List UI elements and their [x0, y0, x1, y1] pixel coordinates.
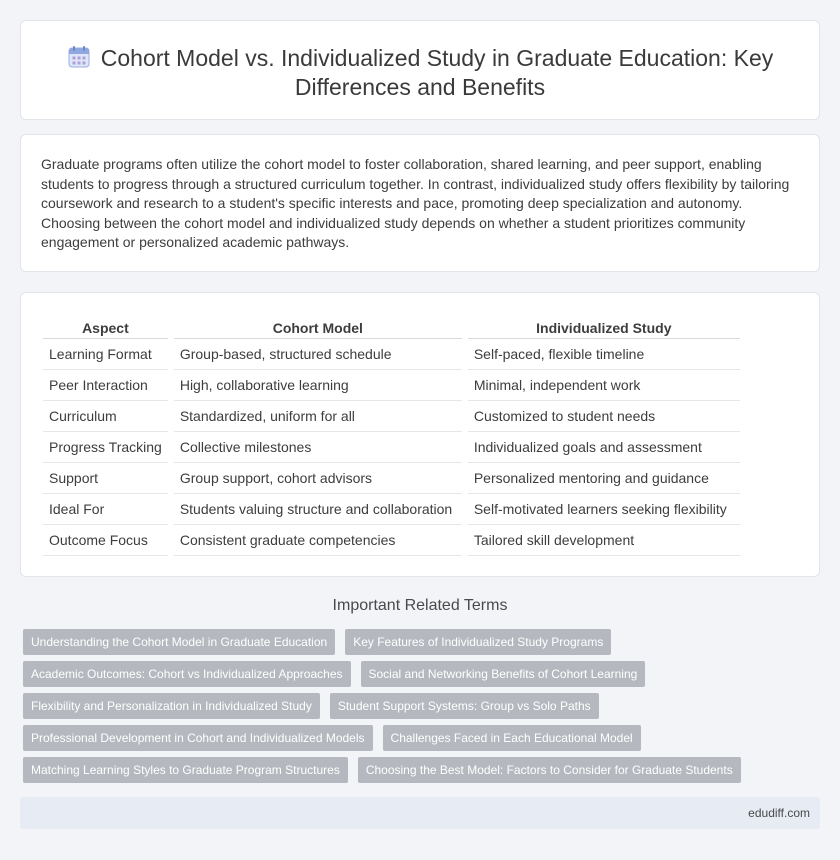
- cell-individualized: Self-paced, flexible timeline: [468, 339, 740, 370]
- table-row: [43, 432, 740, 463]
- cell-individualized: Personalized mentoring and guidance: [468, 463, 740, 494]
- title-card: [20, 20, 820, 120]
- calendar-icon: [67, 45, 91, 69]
- related-terms-list: [23, 629, 823, 789]
- cell-aspect: Outcome Focus: [43, 525, 168, 556]
- comparison-table: [43, 315, 740, 556]
- header-aspect: Aspect: [43, 315, 168, 339]
- related-terms-heading: Important Related Terms: [332, 597, 508, 614]
- related-term-tag[interactable]: Academic Outcomes: Cohort vs Individualized Approaches: [23, 661, 351, 687]
- cell-individualized: Tailored skill development: [468, 525, 740, 556]
- header-cohort-model: Cohort Model: [174, 315, 462, 339]
- table-row: [43, 494, 740, 525]
- cell-individualized: Individualized goals and assessment: [468, 432, 740, 463]
- related-term-tag[interactable]: Choosing the Best Model: Factors to Consider for Graduate Students: [358, 757, 741, 783]
- cell-aspect: Curriculum: [43, 401, 168, 432]
- cell-individualized: Self-motivated learners seeking flexibility: [468, 494, 740, 525]
- related-term-tag[interactable]: Professional Development in Cohort and Individualized Models: [23, 725, 373, 751]
- table-row: [43, 339, 740, 370]
- related-term-tag[interactable]: Challenges Faced in Each Educational Model: [383, 725, 641, 751]
- related-term-tag[interactable]: Student Support Systems: Group vs Solo Paths: [330, 693, 599, 719]
- cell-individualized: Minimal, independent work: [468, 370, 740, 401]
- related-term-tag[interactable]: Social and Networking Benefits of Cohort Learning: [361, 661, 646, 687]
- cell-aspect: Ideal For: [43, 494, 168, 525]
- cell-cohort: Students valuing structure and collaboration: [174, 494, 462, 525]
- cell-aspect: Support: [43, 463, 168, 494]
- cell-cohort: Collective milestones: [174, 432, 462, 463]
- cell-individualized: Customized to student needs: [468, 401, 740, 432]
- page-title: Cohort Model vs. Individualized Study in Graduate Education: Key Differences and Benefits: [100, 45, 774, 100]
- table-row: [43, 525, 740, 556]
- related-term-tag[interactable]: Understanding the Cohort Model in Graduate Education: [23, 629, 335, 655]
- cell-cohort: Group support, cohort advisors: [174, 463, 462, 494]
- cell-cohort: Standardized, uniform for all: [174, 401, 462, 432]
- related-term-tag[interactable]: Key Features of Individualized Study Programs: [345, 629, 611, 655]
- page-title-wrapper: [51, 44, 789, 102]
- header-individualized-study: Individualized Study: [468, 315, 740, 339]
- intro-card: [20, 134, 820, 272]
- table-row: [43, 463, 740, 494]
- cell-aspect: Learning Format: [43, 339, 168, 370]
- table-row: [43, 401, 740, 432]
- tag-row: [23, 693, 823, 725]
- table-header-row: [43, 315, 740, 339]
- cell-cohort: High, collaborative learning: [174, 370, 462, 401]
- tag-row: [23, 661, 823, 693]
- tag-row: [23, 757, 823, 789]
- comparison-table-card: [20, 292, 820, 577]
- cell-aspect: Progress Tracking: [43, 432, 168, 463]
- tag-row: [23, 725, 823, 757]
- table-row: [43, 370, 740, 401]
- footer-site-link[interactable]: edudiff.com: [748, 806, 810, 820]
- tag-row: [23, 629, 823, 661]
- cell-cohort: Consistent graduate competencies: [174, 525, 462, 556]
- footer-bar: [20, 797, 820, 829]
- related-term-tag[interactable]: Flexibility and Personalization in Individualized Study: [23, 693, 320, 719]
- cell-aspect: Peer Interaction: [43, 370, 168, 401]
- related-term-tag[interactable]: Matching Learning Styles to Graduate Program Structures: [23, 757, 348, 783]
- intro-paragraph: Graduate programs often utilize the cohort model to foster collaboration, shared learning, and peer support, enabling students to progress through a structured curriculum together. In contrast, individualized study offers flexibility by tailoring coursework and research to a student's specific interests and pace, promoting deep specialization and autonomy. Choosing between the cohort model and individualized study depends on whether a student prioritizes community engagement or personalized academic pathways.: [41, 156, 790, 251]
- cell-cohort: Group-based, structured schedule: [174, 339, 462, 370]
